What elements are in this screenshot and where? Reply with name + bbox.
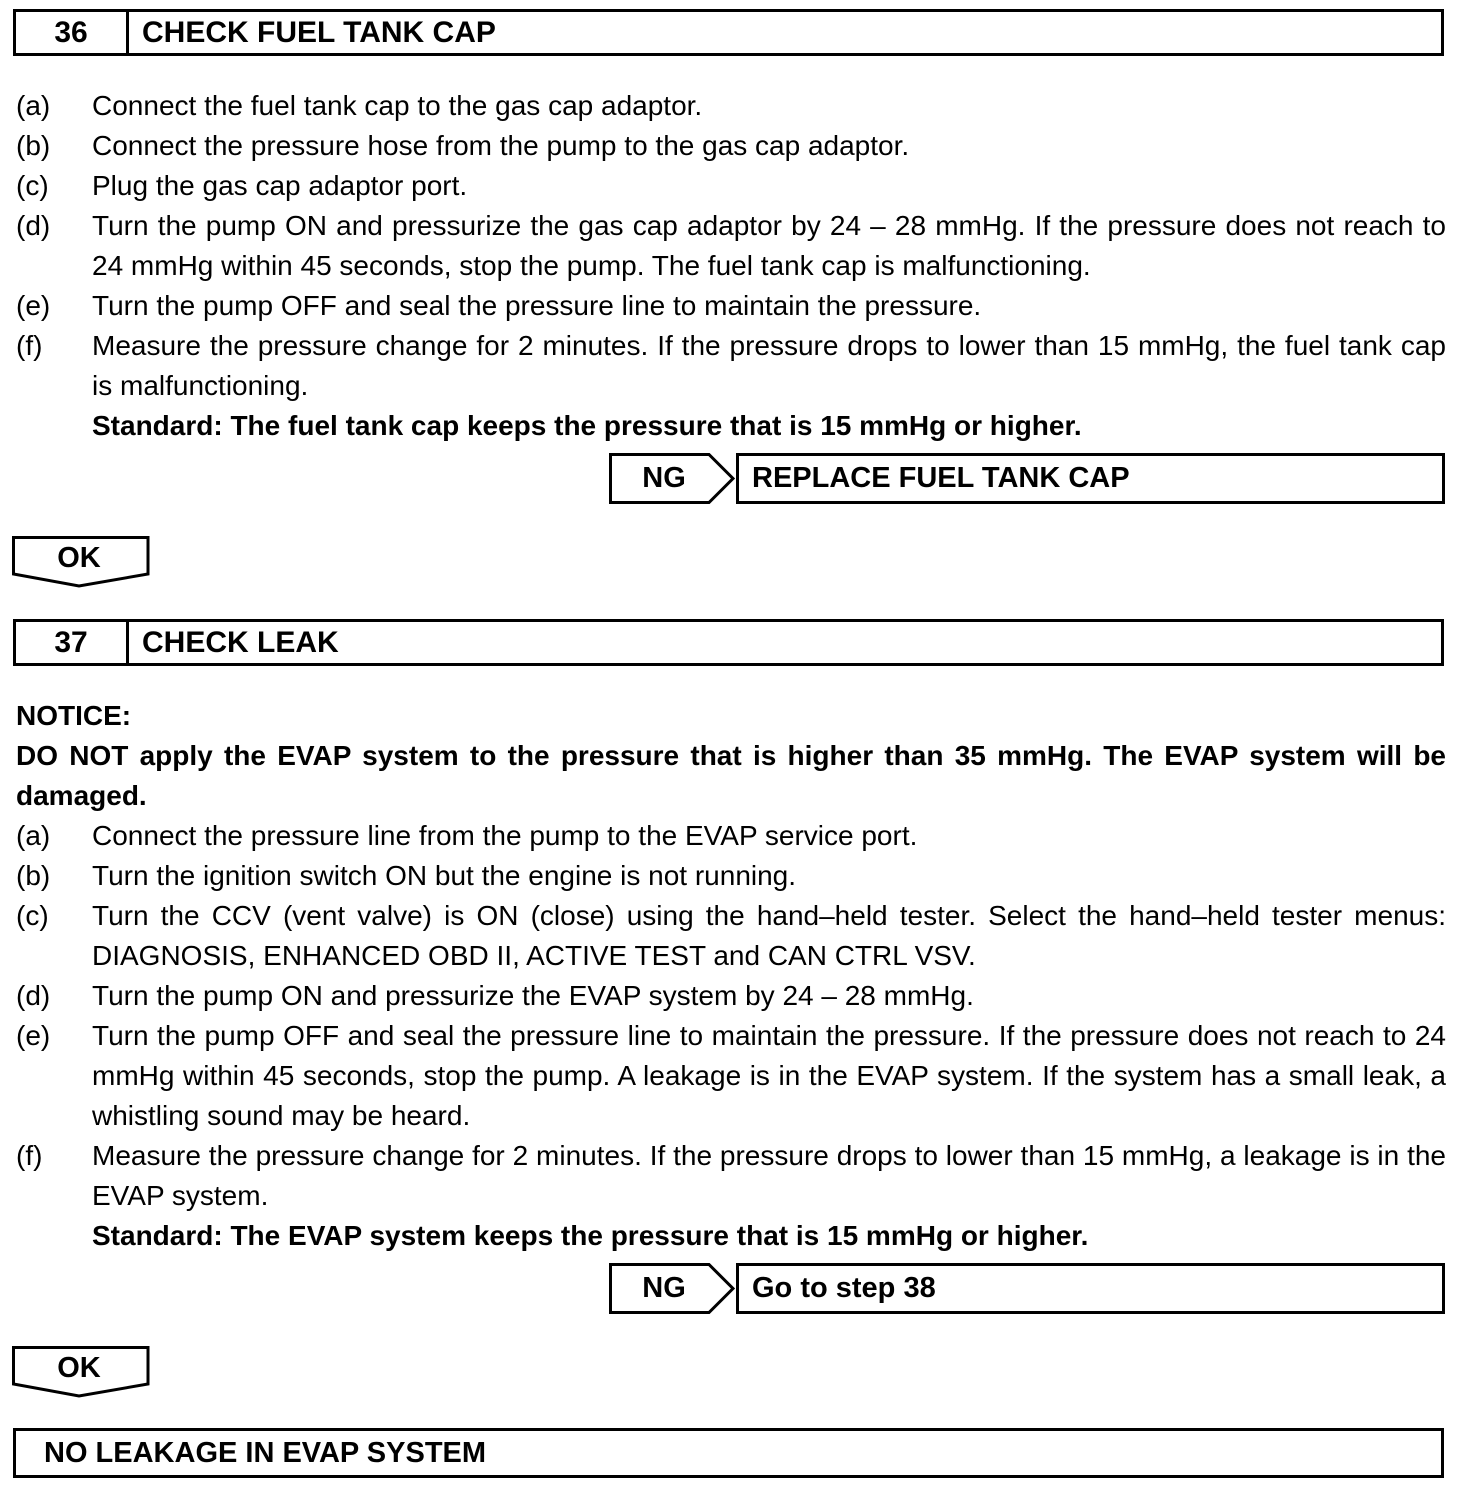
step-37-f bbox=[16, 1136, 1446, 1216]
step-label: (b) bbox=[16, 860, 51, 891]
step-text: Turn the pump OFF and seal the pressure line to maintain the pressure. bbox=[92, 290, 982, 321]
step-37-e bbox=[16, 1016, 1446, 1136]
step-text: Turn the pump ON and pressurize the gas cap adaptor by 24 – 28 mmHg. If the pressure does not reach to 24 mmHg within 45 seconds, stop the pump. The fuel tank cap is malfunctioning. bbox=[92, 210, 1446, 281]
ng-label: NG bbox=[642, 462, 686, 494]
step-label: (c) bbox=[16, 900, 49, 931]
step-label: (e) bbox=[16, 1020, 51, 1051]
step-text: Connect the pressure line from the pump to the EVAP service port. bbox=[92, 820, 918, 851]
notice-heading: NOTICE: bbox=[16, 700, 132, 731]
step-label: (e) bbox=[16, 290, 51, 321]
step-text: Turn the ignition switch ON but the engine is not running. bbox=[92, 860, 797, 891]
final-result-box: NO LEAKAGE IN EVAP SYSTEM bbox=[13, 1428, 1444, 1478]
step-37-d bbox=[16, 976, 1446, 1016]
step-text: Turn the CCV (vent valve) is ON (close) using the hand–held tester. Select the hand–held tester menus: DIAGNOSIS, ENHANCED OBD II, ACTIVE TEST and CAN CTRL VSV. bbox=[92, 900, 1446, 971]
step-text: Connect the fuel tank cap to the gas cap adaptor. bbox=[92, 90, 703, 121]
step-text: Connect the pressure hose from the pump to the gas cap adaptor. bbox=[92, 130, 910, 161]
step-number: 37 bbox=[16, 622, 129, 663]
step-37-header bbox=[13, 619, 1444, 666]
step-36-header bbox=[13, 9, 1444, 56]
step-title: CHECK FUEL TANK CAP bbox=[142, 16, 496, 49]
step-text: Turn the pump ON and pressurize the EVAP system by 24 – 28 mmHg. bbox=[92, 980, 974, 1011]
step-36-c bbox=[16, 166, 1446, 206]
ng-action-box: Go to step 38 bbox=[736, 1263, 1445, 1314]
step-text: Measure the pressure change for 2 minutes. If the pressure drops to lower than 15 mmHg, a leakage is in the EVAP system. bbox=[92, 1140, 1446, 1211]
step-label: (f) bbox=[16, 330, 43, 361]
step-label: (b) bbox=[16, 130, 51, 161]
step-title: CHECK LEAK bbox=[142, 626, 339, 659]
step-37-c bbox=[16, 896, 1446, 976]
step-label: (d) bbox=[16, 210, 51, 241]
step-37-b bbox=[16, 856, 1446, 896]
step-36-d bbox=[16, 206, 1446, 286]
ok-label: OK bbox=[57, 1352, 101, 1384]
step-number: 36 bbox=[16, 12, 129, 53]
step-label: (c) bbox=[16, 170, 49, 201]
step-text: Turn the pump OFF and seal the pressure line to maintain the pressure. If the pressure does not reach to 24 mmHg within 45 seconds, stop the pump. A leakage is in the EVAP system. If the system has a small leak, a whistling sound may be heard. bbox=[92, 1020, 1446, 1131]
step-text: Plug the gas cap adaptor port. bbox=[92, 170, 468, 201]
ng-label: NG bbox=[642, 1272, 686, 1304]
step-36-a bbox=[16, 86, 1446, 126]
step-label: (d) bbox=[16, 980, 51, 1011]
step-label: (a) bbox=[16, 90, 51, 121]
step-36-f bbox=[16, 326, 1446, 406]
notice-text: DO NOT apply the EVAP system to the pressure that is higher than 35 mmHg. The EVAP system will be damaged. bbox=[16, 740, 1446, 811]
step-36-b bbox=[16, 126, 1446, 166]
ng-action-box: REPLACE FUEL TANK CAP bbox=[736, 453, 1445, 504]
step-label: (a) bbox=[16, 820, 51, 851]
standard-text: Standard: The EVAP system keeps the pressure that is 15 mmHg or higher. bbox=[92, 1220, 1089, 1251]
step-37-a bbox=[16, 816, 1446, 856]
step-36-e bbox=[16, 286, 1446, 326]
standard-text: Standard: The fuel tank cap keeps the pressure that is 15 mmHg or higher. bbox=[92, 410, 1082, 441]
step-text: Measure the pressure change for 2 minutes. If the pressure drops to lower than 15 mmHg, the fuel tank cap is malfunctioning. bbox=[92, 330, 1446, 401]
ok-label: OK bbox=[57, 542, 101, 574]
step-label: (f) bbox=[16, 1140, 43, 1171]
